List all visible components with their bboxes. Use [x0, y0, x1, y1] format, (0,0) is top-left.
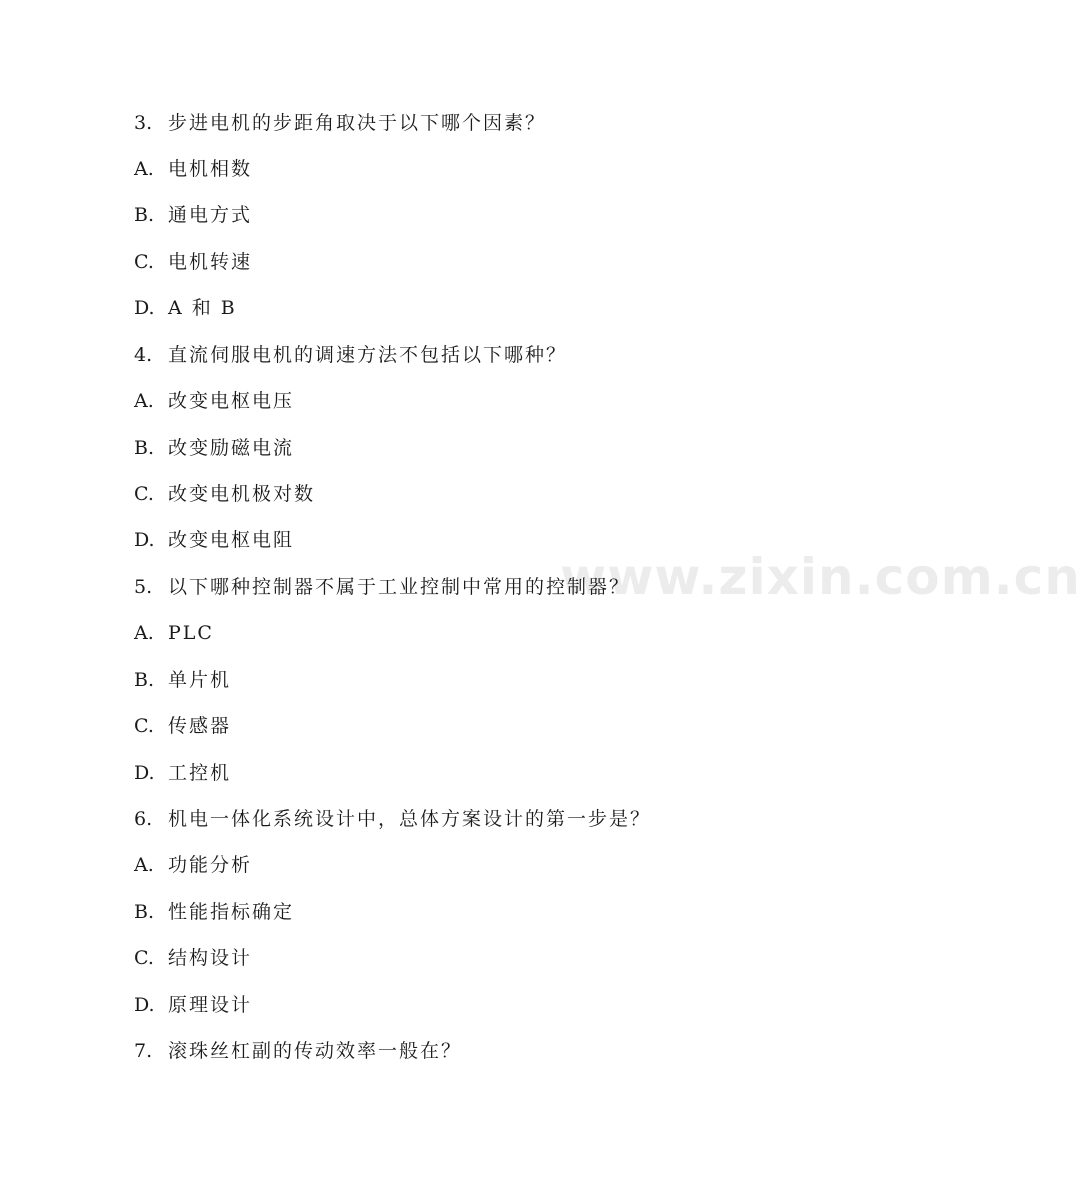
option-text: 工控机	[168, 762, 232, 784]
question-number: 4.	[134, 344, 153, 366]
option-d	[134, 758, 231, 788]
option-text: 传感器	[168, 715, 232, 737]
option-d	[134, 293, 237, 323]
option-text: 原理设计	[168, 994, 253, 1016]
option-a	[134, 386, 294, 416]
option-text: 结构设计	[168, 947, 253, 969]
option-letter: C.	[134, 251, 154, 273]
question-text: 滚珠丝杠副的传动效率一般在？	[168, 1040, 463, 1062]
option-d	[134, 990, 252, 1020]
option-b	[134, 200, 252, 230]
option-c	[134, 247, 252, 277]
option-a	[134, 154, 252, 184]
option-text: 改变电机极对数	[168, 483, 316, 505]
option-letter: C.	[134, 483, 154, 505]
option-b	[134, 665, 231, 695]
option-letter: A.	[134, 158, 154, 180]
option-letter: B.	[134, 204, 155, 226]
option-letter: D.	[134, 529, 155, 551]
option-text: 电机相数	[168, 158, 253, 180]
option-letter: A.	[134, 390, 154, 412]
option-d	[134, 525, 294, 555]
option-c	[134, 943, 252, 973]
question-number: 3.	[134, 112, 153, 134]
option-text: 单片机	[168, 669, 232, 691]
option-letter: D.	[134, 762, 155, 784]
question-3	[134, 108, 546, 138]
option-text: A 和 B	[168, 297, 237, 319]
option-letter: A.	[134, 622, 154, 644]
option-text: 功能分析	[168, 854, 253, 876]
option-text: 改变电枢电阻	[168, 529, 295, 551]
question-text: 步进电机的步距角取决于以下哪个因素？	[168, 112, 547, 134]
option-text: 性能指标确定	[168, 901, 295, 923]
watermark: www.zixin.com.cn	[560, 548, 1081, 606]
option-letter: A.	[134, 854, 154, 876]
option-a	[134, 850, 252, 880]
option-text: 通电方式	[168, 204, 253, 226]
option-text: PLC	[168, 622, 214, 644]
question-5	[134, 572, 630, 602]
option-letter: B.	[134, 901, 155, 923]
option-c	[134, 479, 315, 509]
option-a	[134, 618, 214, 648]
option-letter: C.	[134, 947, 154, 969]
question-4	[134, 340, 567, 370]
question-text: 直流伺服电机的调速方法不包括以下哪种？	[168, 344, 568, 366]
option-letter: B.	[134, 669, 155, 691]
question-number: 6.	[134, 808, 153, 830]
question-6	[134, 804, 651, 834]
option-text: 电机转速	[168, 251, 253, 273]
option-text: 改变电枢电压	[168, 390, 295, 412]
question-number: 7.	[134, 1040, 153, 1062]
option-letter: D.	[134, 994, 155, 1016]
option-letter: B.	[134, 437, 155, 459]
option-b	[134, 433, 294, 463]
option-letter: C.	[134, 715, 154, 737]
question-text: 以下哪种控制器不属于工业控制中常用的控制器？	[168, 576, 631, 598]
question-7	[134, 1036, 462, 1066]
question-number: 5.	[134, 576, 153, 598]
option-b	[134, 897, 294, 927]
question-text: 机电一体化系统设计中，总体方案设计的第一步是？	[168, 808, 652, 830]
option-text: 改变励磁电流	[168, 437, 295, 459]
option-c	[134, 711, 231, 741]
option-letter: D.	[134, 297, 155, 319]
